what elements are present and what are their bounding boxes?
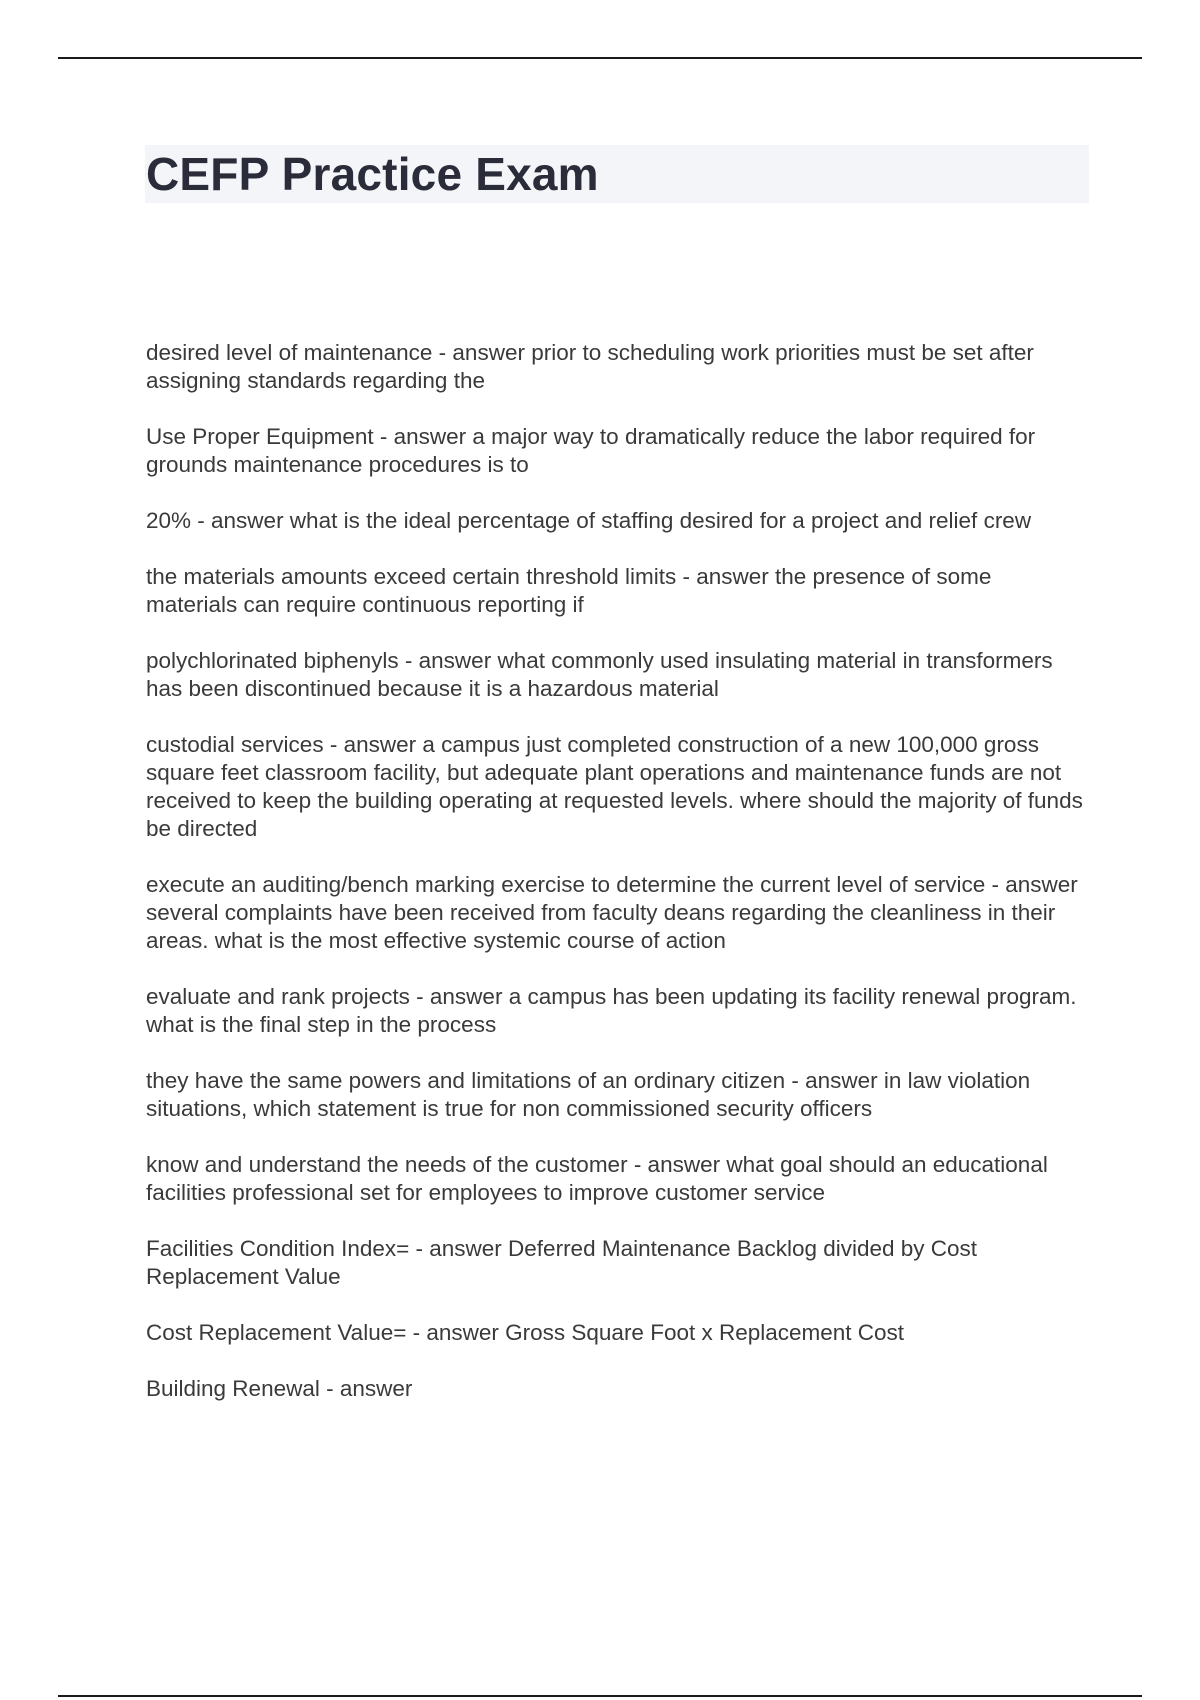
qa-item: Use Proper Equipment - answer a major way to dramatically reduce the labor required for grounds maintenance procedures is to xyxy=(146,424,1036,477)
page-title: CEFP Practice Exam xyxy=(146,148,599,200)
qa-item: know and understand the needs of the customer - answer what goal should an educational facilities professional set for employees to improve customer service xyxy=(146,1152,1048,1205)
qa-item: Facilities Condition Index= - answer Deferred Maintenance Backlog divided by Cost Replacement Value xyxy=(146,1236,978,1289)
qa-item: execute an auditing/bench marking exercise to determine the current level of service - answer several complaints have been received from faculty deans regarding the cleanliness in their areas. what is the most effective systemic course of action xyxy=(146,872,1078,953)
qa-item: Building Renewal - answer xyxy=(146,1376,413,1401)
qa-item: the materials amounts exceed certain threshold limits - answer the presence of some materials can require continuous reporting if xyxy=(146,564,992,617)
header-rule xyxy=(58,57,1142,59)
qa-item: they have the same powers and limitations of an ordinary citizen - answer in law violation situations, which statement is true for non commissioned security officers xyxy=(146,1068,1031,1121)
footer-rule xyxy=(58,1695,1142,1697)
qa-item: desired level of maintenance - answer prior to scheduling work priorities must be set after assigning standards regarding the xyxy=(146,340,1034,393)
qa-list xyxy=(146,339,1086,1431)
qa-item: polychlorinated biphenyls - answer what commonly used insulating material in transformers has been discontinued because it is a hazardous material xyxy=(146,648,1053,701)
qa-item: evaluate and rank projects - answer a campus has been updating its facility renewal program. what is the final step in the process xyxy=(146,984,1077,1037)
qa-item: 20% - answer what is the ideal percentage of staffing desired for a project and relief crew xyxy=(146,508,1032,533)
qa-item: Cost Replacement Value= - answer Gross Square Foot x Replacement Cost xyxy=(146,1320,905,1345)
qa-item: custodial services - answer a campus just completed construction of a new 100,000 gross square feet classroom facility, but adequate plant operations and maintenance funds are not received to keep the building operating at requested levels. where should the majority of funds be directed xyxy=(146,732,1083,841)
